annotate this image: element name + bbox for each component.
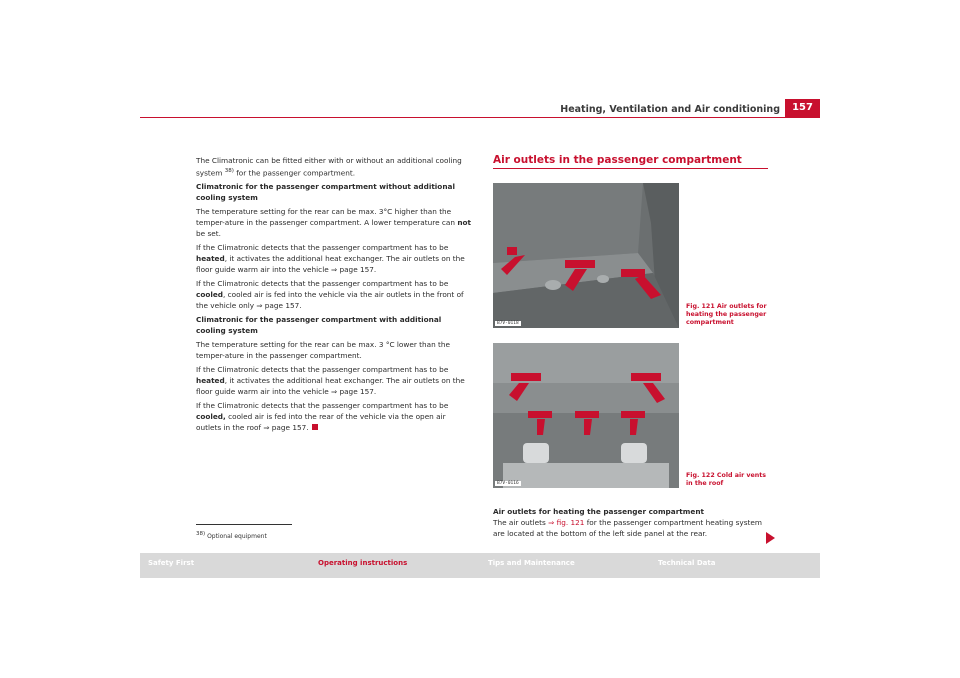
page-number: 157	[785, 99, 820, 117]
next-page-arrow-icon[interactable]	[766, 532, 775, 544]
footnote-ref[interactable]: 38)	[224, 168, 234, 174]
figure-122-caption: Fig. 122 Cold air vents in the roof	[686, 472, 767, 487]
tab-safety-first[interactable]: Safety First	[148, 559, 195, 567]
section-title: Air outlets in the passenger compartment	[493, 154, 742, 166]
right-column-text	[493, 506, 773, 539]
paragraph-heated: If the Climatronic detects that the passenger compartment has to be heated, it activates the additional heat exchanger. The air outlets on the floor guide warm air into the vehicle ⇒ page 157.	[196, 243, 465, 275]
figure-122-image	[493, 343, 679, 488]
footnote: $^{38)}$ Optional equipment	[196, 531, 267, 540]
tab-tips-and-maintenance[interactable]: Tips and Maintenance	[488, 559, 575, 567]
roof-vents-illustration	[493, 343, 679, 488]
paragraph-air-outlets: The air outlets ⇒ fig. 121 for the passenger compartment heating system are located at the bottom of the left side panel at the rear.	[493, 518, 763, 538]
subheading-without-cooling: Climatronic for the passenger compartment without additional cooling system	[196, 182, 455, 203]
header-rule	[140, 117, 820, 118]
section-end-mark	[312, 424, 318, 430]
intro-paragraph: The Climatronic can be fitted either with or without an additional cooling system $^{38)}$ for the passenger compartment.	[196, 156, 462, 178]
running-header-title: Heating, Ventilation and Air conditioning	[560, 104, 780, 115]
subheading-heating-outlets: Air outlets for heating the passenger compartment	[493, 507, 705, 516]
section-rule	[493, 168, 768, 169]
footer-nav	[140, 553, 820, 578]
paragraph-cooled-2: If the Climatronic detects that the passenger compartment has to be cooled, cooled air is fed into the rear of the vehicle via the open air outlets in the roof ⇒ page 157.	[196, 401, 449, 433]
tab-technical-data[interactable]: Technical Data	[658, 559, 716, 567]
subheading-with-cooling: Climatronic for the passenger compartment with additional cooling system	[196, 315, 442, 336]
figure-code: B7V-0118	[497, 321, 519, 326]
paragraph-heated-2: If the Climatronic detects that the passenger compartment has to be heated, it activates the additional heat exchanger. The air outlets on the floor guide warm air into the vehicle ⇒ page 157.	[196, 365, 465, 397]
paragraph-rear-temp: The temperature setting for the rear can be max. 3°C higher than the temper-ature in the passenger compartment. A lower temperature can not be set.	[196, 207, 472, 239]
figure-121-image	[493, 183, 679, 328]
tab-operating-instructions[interactable]: Operating instructions	[318, 559, 408, 567]
footnote-rule	[196, 524, 292, 525]
paragraph-rear-temp-lower: The temperature setting for the rear can be max. 3 °C lower than the temper-ature in the passenger compartment.	[196, 340, 451, 361]
rear-side-panel-illustration	[493, 183, 679, 328]
left-column	[196, 155, 472, 436]
paragraph-cooled: If the Climatronic detects that the passenger compartment has to be cooled, cooled air is fed into the vehicle via the air outlets in the front of the vehicle only ⇒ page 157.	[196, 279, 464, 311]
figure-reference-link[interactable]: ⇒ fig. 121	[548, 518, 585, 527]
figure-121-caption: Fig. 121 Air outlets for heating the passenger compartment	[686, 303, 767, 326]
figure-code: B7V-0116	[497, 481, 519, 486]
